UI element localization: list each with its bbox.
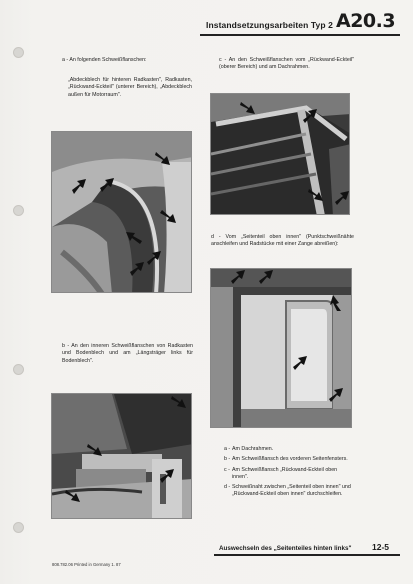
step-b-text: b - An den inneren Schweißflanschen von Radkasten und Bodenblech und am „Längsträger links für Bodenblech".: [62, 343, 193, 364]
list-item: [224, 467, 354, 482]
binder-hole: [13, 522, 24, 533]
binder-hole: [13, 47, 24, 58]
header-title: Instandsetzungsarbeiten Typ 2: [206, 20, 333, 30]
list-item: [224, 446, 354, 453]
list-item-text: Am Schweißflansch des vorderen Seitenfensters.: [232, 456, 348, 463]
step-a-intro: a - An folgenden Schweißflanschen:: [62, 57, 147, 63]
photo-side-panel: [210, 268, 352, 428]
list-item: [224, 484, 354, 499]
steps-list: [224, 446, 354, 499]
photo-floor-panel: [51, 393, 192, 519]
list-item: [224, 456, 354, 463]
list-item-label: d -: [224, 484, 231, 491]
page-number: 12-5: [372, 542, 390, 552]
print-note: 808.782.06 Printed in Germany 1. 87: [52, 562, 121, 567]
list-item-text: Am Schweißflansch „Rückwand-Eckteil oben innen".: [232, 466, 338, 480]
step-a-detail: „Abdeckblech für hinteren Radkasten", Radkasten, „Rückwand-Eckteil" (unterer Bereich), „Abdeckblech außen für Motorraum".: [68, 77, 192, 98]
binder-hole: [13, 364, 24, 375]
header-rule: [200, 34, 400, 36]
list-item-text: Am Dachrahmen.: [232, 446, 274, 452]
photo-wheel-arch: [51, 131, 192, 293]
step-c-text: c - An den Schweißflanschen vom „Rückwand-Eckteil" (oberer Bereich) und am Dachrahmen.: [219, 57, 354, 71]
header-code: A20.3: [336, 10, 396, 32]
list-item-text: Schweißnaht zwischen „Seitenteil oben innen" und „Rückwand-Eckteil oben innen" durchschleifen.: [232, 484, 351, 498]
photo-roof-frame: [210, 93, 350, 215]
list-item-label: b -: [224, 456, 231, 463]
binder-hole: [13, 205, 24, 216]
footer-rule: [214, 554, 400, 556]
list-item-label: c -: [224, 466, 230, 473]
footer-title: Auswechseln des „Seitenteiles hinten links": [219, 545, 352, 552]
step-d-text: d - Vom „Seitenteil oben innen" (Punktschweißnähte anschleifen und Radstücke mit einer Zange abreißen):: [211, 234, 354, 248]
list-item-label: a -: [224, 446, 231, 452]
